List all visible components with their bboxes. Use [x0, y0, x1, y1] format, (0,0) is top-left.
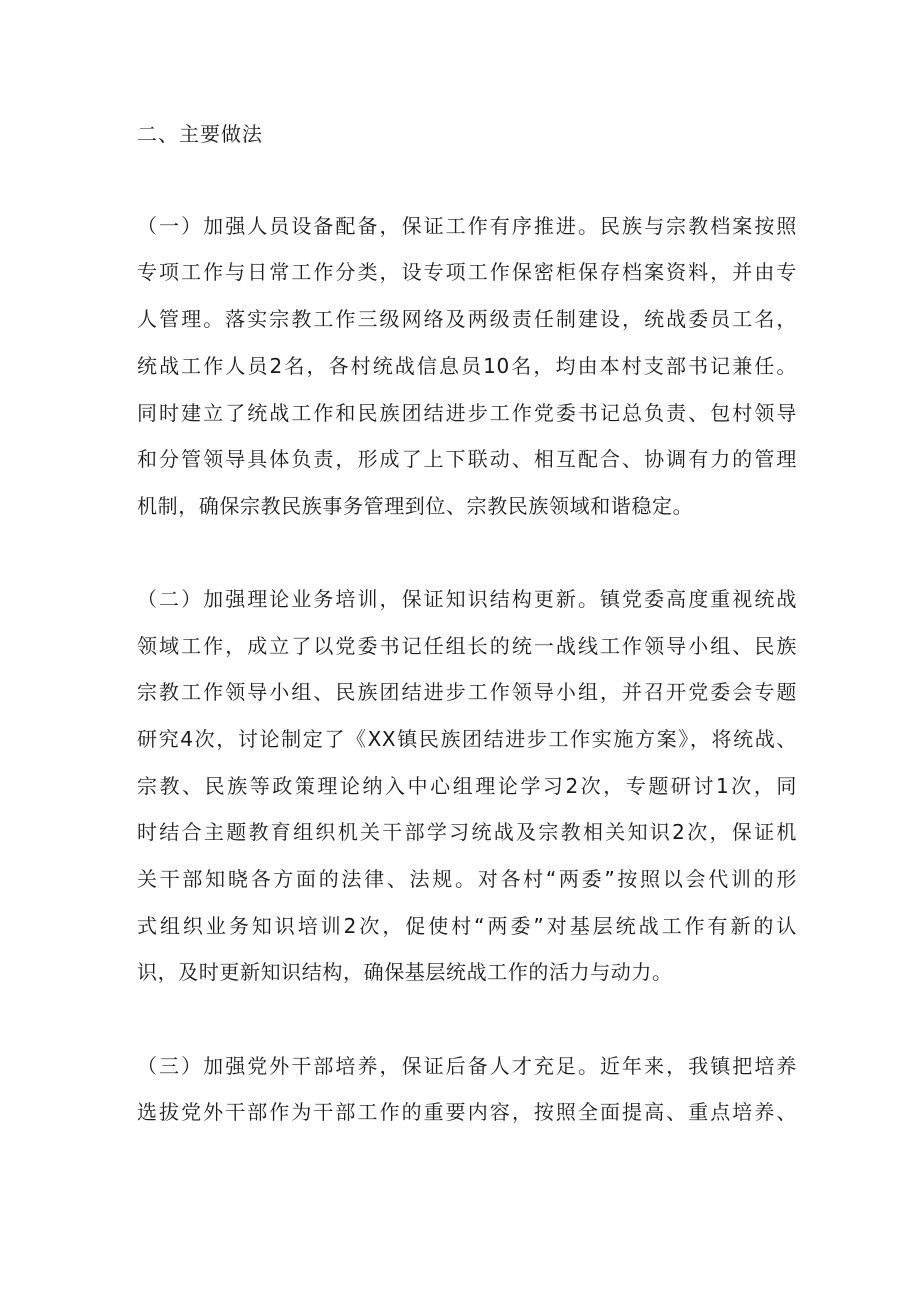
paragraph-2-line-6: 时结合主题教育组织机关干部学习统战及宗教相关知识2次，保证机	[137, 820, 797, 844]
paragraph-1-line-2: 专项工作与日常工作分类，设专项工作保密柜保存档案资料，并由专	[137, 260, 797, 284]
paragraph-1-line-5: 同时建立了统战工作和民族团结进步工作党委书记总负责、包村领导	[137, 401, 797, 425]
paragraph-3-line-2: 选拔党外干部作为干部工作的重要内容，按照全面提高、重点培养、	[137, 1100, 797, 1124]
paragraph-2-line-8: 式组织业务知识培训2次，促使村“两委”对基层统战工作有新的认	[137, 914, 797, 938]
paragraph-2-line-9: 识，及时更新知识结构，确保基层统战工作的活力与动力。	[137, 960, 673, 984]
paragraph-2-line-5: 宗教、民族等政策理论纳入中心组理论学习2次，专题研讨1次，同	[137, 774, 797, 798]
paragraph-1-line-3: 人管理。落实宗教工作三级网络及两级责任制建设，统战委员工名，	[137, 307, 797, 331]
paragraph-2-line-2: 领域工作，成立了以党委书记任组长的统一战线工作领导小组、民族	[137, 634, 797, 658]
paragraph-1-line-7: 机制，确保宗教民族事务管理到位、宗教民族领域和谐稳定。	[137, 494, 694, 518]
paragraph-3-line-1: （三）加强党外干部培养，保证后备人才充足。近年来，我镇把培养	[137, 1054, 797, 1078]
paragraph-1-line-6: 和分管领导具体负责，形成了上下联动、相互配合、协调有力的管理	[137, 447, 797, 471]
paragraph-1-line-4: 统战工作人员2名，各村统战信息员10名，均由本村支部书记兼任。	[137, 354, 797, 378]
paragraph-2-line-4: 研究4次，讨论制定了《XX镇民族团结进步工作实施方案》，将统战、	[137, 727, 797, 751]
section-heading: 二、主要做法	[137, 122, 263, 146]
paragraph-2-line-7: 关干部知晓各方面的法律、法规。对各村“两委”按照以会代训的形	[137, 867, 797, 891]
paragraph-2-line-3: 宗教工作领导小组、民族团结进步工作领导小组，并召开党委会专题	[137, 680, 797, 704]
paragraph-2-line-1: （二）加强理论业务培训，保证知识结构更新。镇党委高度重视统战	[137, 587, 797, 611]
paragraph-1-line-1: （一）加强人员设备配备，保证工作有序推进。民族与宗教档案按照	[137, 214, 797, 238]
